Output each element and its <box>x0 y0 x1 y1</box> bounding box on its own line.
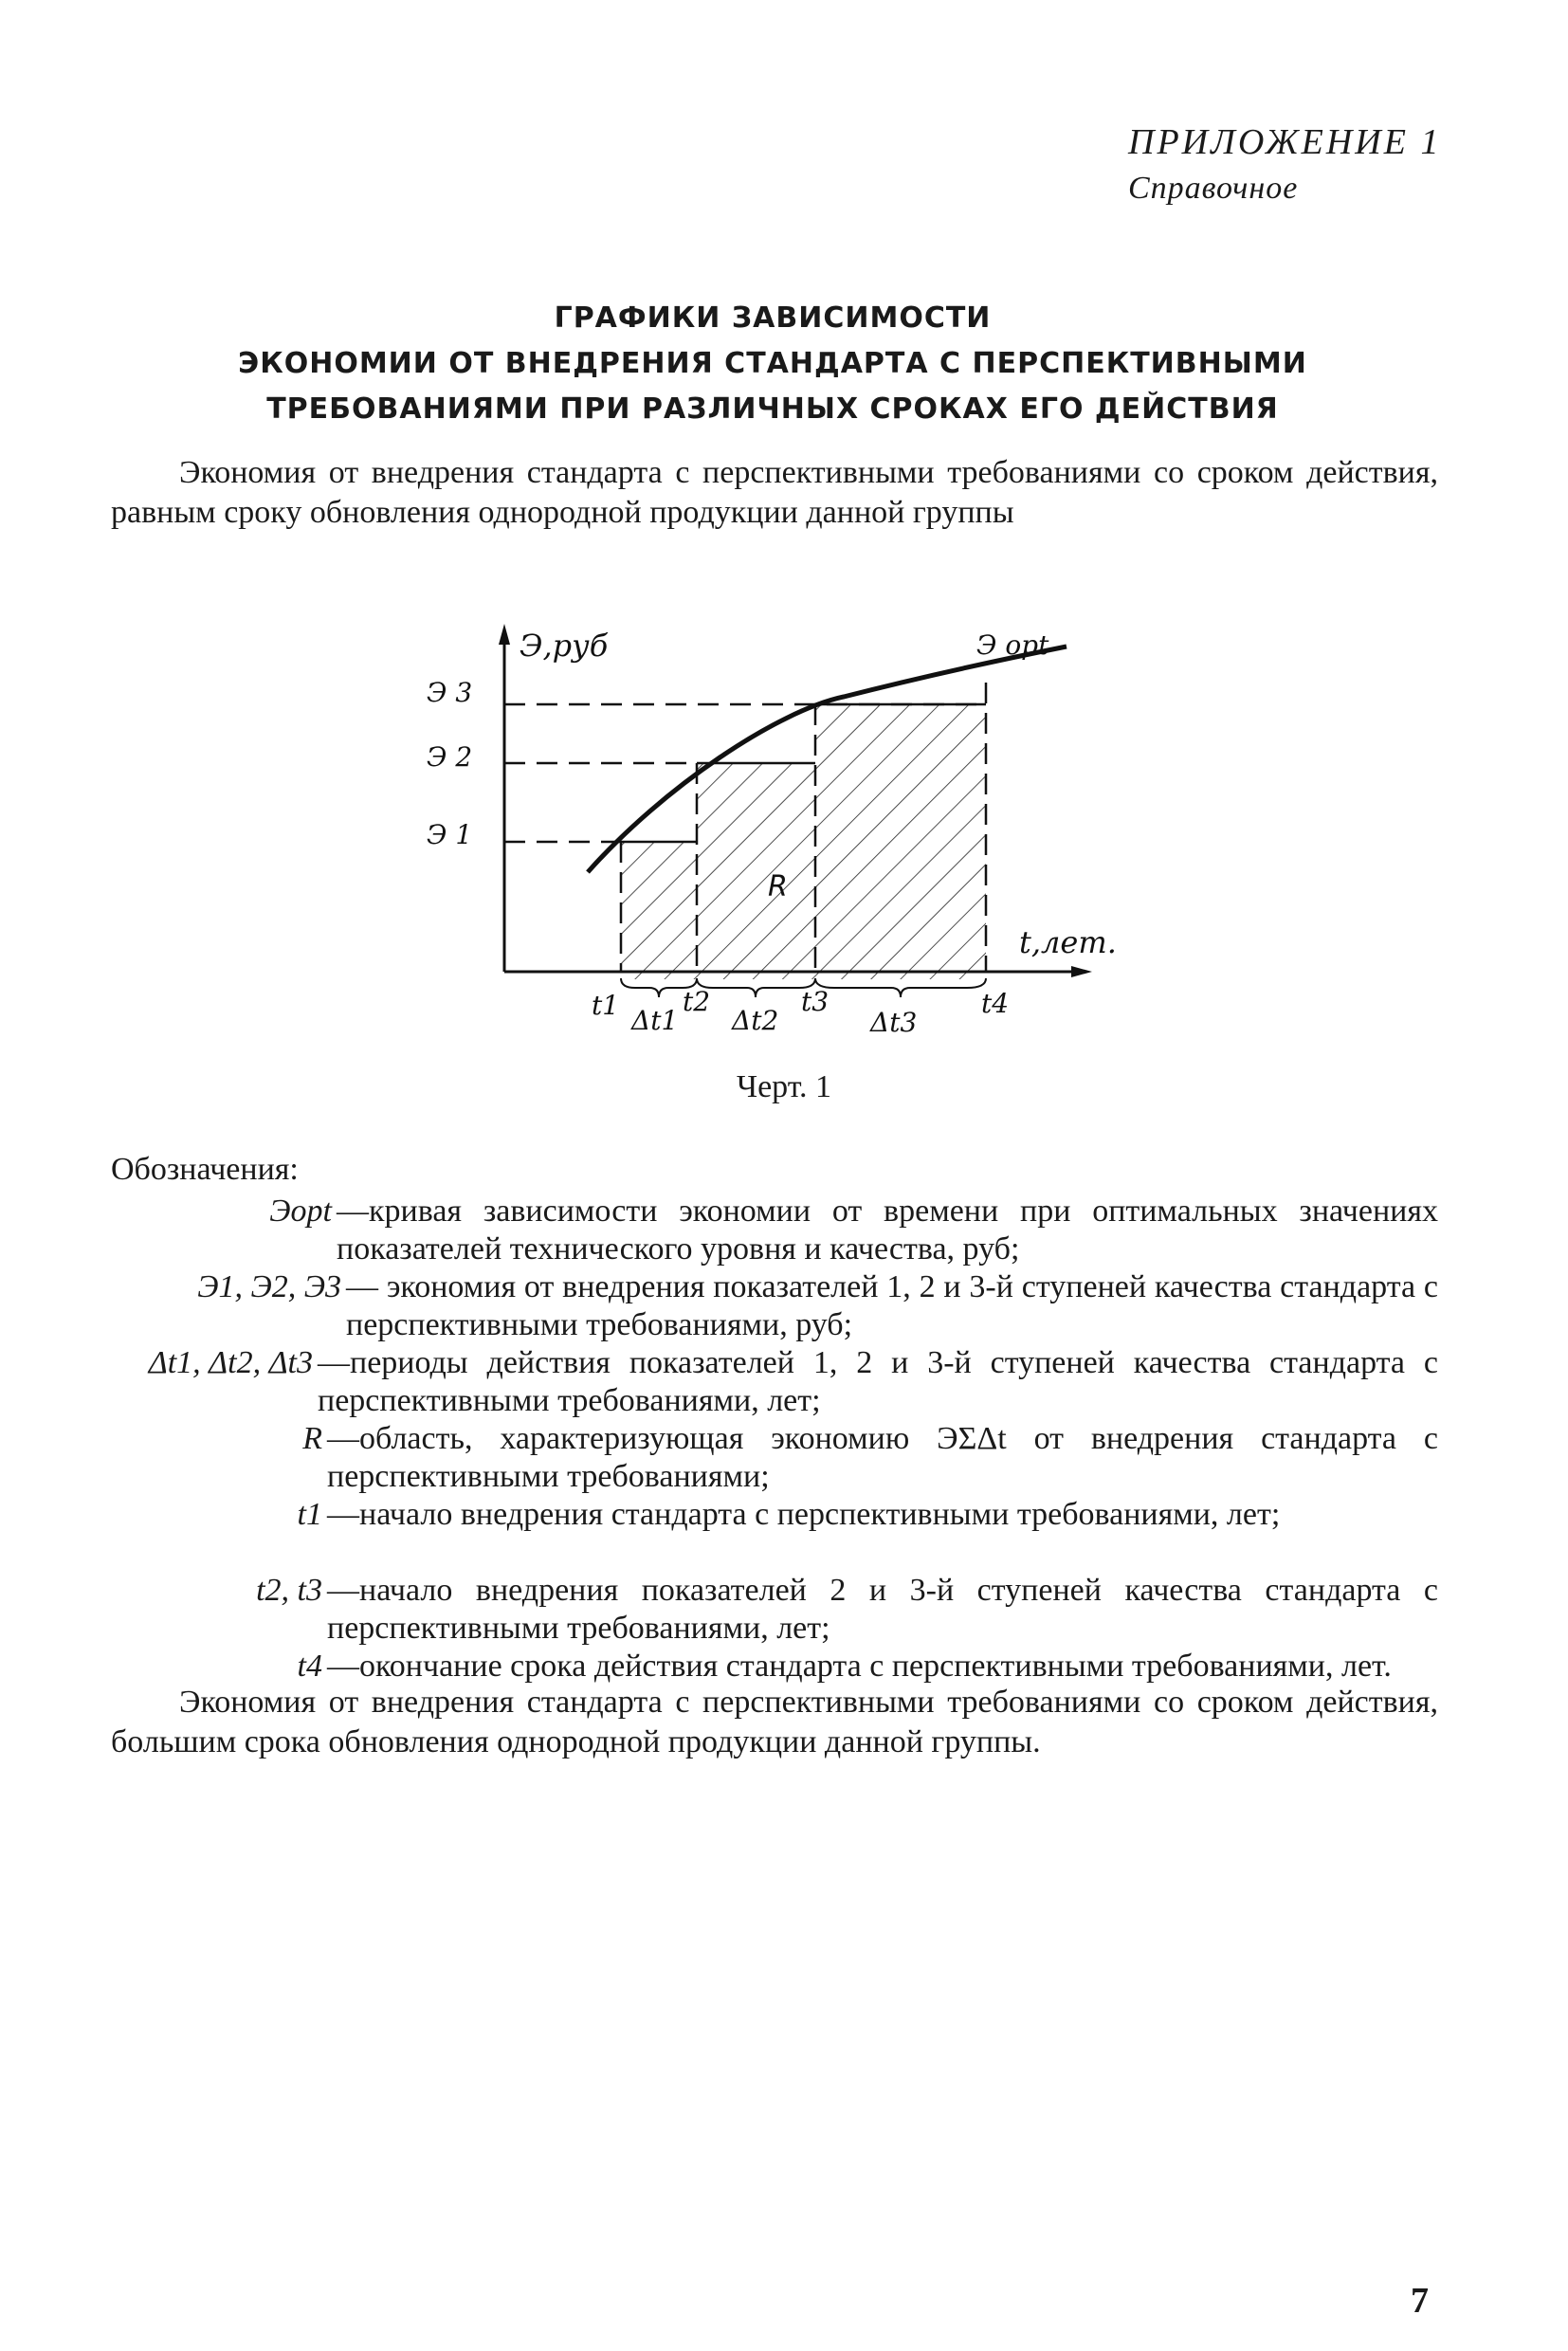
y-tick-e2: Э 2 <box>427 741 473 773</box>
definition-text: —начало внедрения показателей 2 и 3-й ступеней качества стандарта с перспективными требованиями, лет; <box>327 1573 1438 1646</box>
brace-dt2 <box>697 978 815 997</box>
x-tick-t1: t1 <box>592 990 620 1021</box>
x-axis-label: t,лет. <box>1019 924 1117 960</box>
appendix-label: ПРИЛОЖЕНИЕ 1 <box>1128 122 1442 162</box>
definition-text: —периоды действия показателей 1, 2 и 3-й ступеней качества стандарта с перспективными требованиями, лет; <box>318 1345 1438 1418</box>
definitions-list <box>0 1193 1568 1723</box>
definition-text: —область, характеризующая экономию ЭΣΔt от внедрения стандарта с перспективными требованиями; <box>327 1421 1438 1494</box>
definition-text: —начало внедрения стандарта с перспективными требованиями, лет; <box>327 1497 1281 1532</box>
definition-text: —окончание срока действия стандарта с перспективными требованиями, лет. <box>327 1649 1392 1684</box>
heading-line-1: ГРАФИКИ ЗАВИСИМОСТИ <box>554 301 992 335</box>
y-axis-arrow <box>499 624 510 645</box>
intro-paragraph: Экономия от внедрения стандарта с перспективными требованиями со сроком действия, равным сроку обновления однородной продукции данной группы <box>111 455 1438 530</box>
region-label: R <box>768 870 788 903</box>
definition-item <box>0 1420 1568 1496</box>
economy-graph <box>417 607 1176 1081</box>
definition-symbol: Эopt <box>269 1194 332 1229</box>
interval-dt1: Δt1 <box>631 1005 679 1036</box>
notation-title: Обозначения: <box>111 1152 299 1187</box>
definition-item <box>0 1496 1568 1572</box>
x-axis-arrow <box>1071 966 1092 977</box>
definition-item <box>0 1193 1568 1268</box>
y-tick-e1: Э 1 <box>427 819 473 850</box>
definition-symbol: Δt1, Δt2, Δt3 <box>148 1345 313 1380</box>
definition-item <box>0 1344 1568 1420</box>
definition-symbol: Э1, Э2, Э3 <box>197 1269 341 1304</box>
definition-symbol: t4 <box>297 1649 322 1684</box>
x-tick-t3: t3 <box>801 986 830 1017</box>
definition-item <box>0 1268 1568 1344</box>
figure-1 <box>417 607 1176 1081</box>
curve-label: Э opt <box>976 629 1049 661</box>
y-axis-label: Э,руб <box>520 628 609 664</box>
interval-dt3: Δt3 <box>870 1007 918 1038</box>
heading-line-3: ТРЕБОВАНИЯМИ ПРИ РАЗЛИЧНЫХ СРОКАХ ЕГО ДЕЙСТВИЯ <box>266 392 1279 426</box>
appendix-reference: Справочное <box>1128 171 1299 206</box>
definition-text: —кривая зависимости экономии от времени при оптимальных значениях показателей технического уровня и качества, руб; <box>337 1194 1438 1267</box>
definition-symbol: R <box>302 1421 322 1456</box>
figure-caption: Черт. 1 <box>736 1069 832 1104</box>
x-tick-t4: t4 <box>981 988 1010 1019</box>
y-tick-e3: Э 3 <box>427 677 473 708</box>
brace-dt3 <box>815 978 986 997</box>
x-tick-t2: t2 <box>683 986 711 1017</box>
page-number: 7 <box>1411 2281 1429 2321</box>
definition-item <box>0 1572 1568 1648</box>
interval-dt2: Δt2 <box>732 1005 779 1036</box>
definition-symbol: t2, t3 <box>256 1573 322 1608</box>
definition-symbol: t1 <box>297 1497 322 1532</box>
appendix-header <box>1128 121 1450 207</box>
section-heading <box>142 296 1403 432</box>
heading-line-2: ЭКОНОМИИ ОТ ВНЕДРЕНИЯ СТАНДАРТА С ПЕРСПЕКТИВНЫМИ <box>238 347 1307 380</box>
definition-text: — экономия от внедрения показателей 1, 2 и 3-й ступеней качества стандарта с перспективными требованиями, руб; <box>346 1269 1438 1342</box>
closing-paragraph: Экономия от внедрения стандарта с перспективными требованиями со сроком действия, большим срока обновления однородной продукции данной группы. <box>111 1685 1438 1759</box>
